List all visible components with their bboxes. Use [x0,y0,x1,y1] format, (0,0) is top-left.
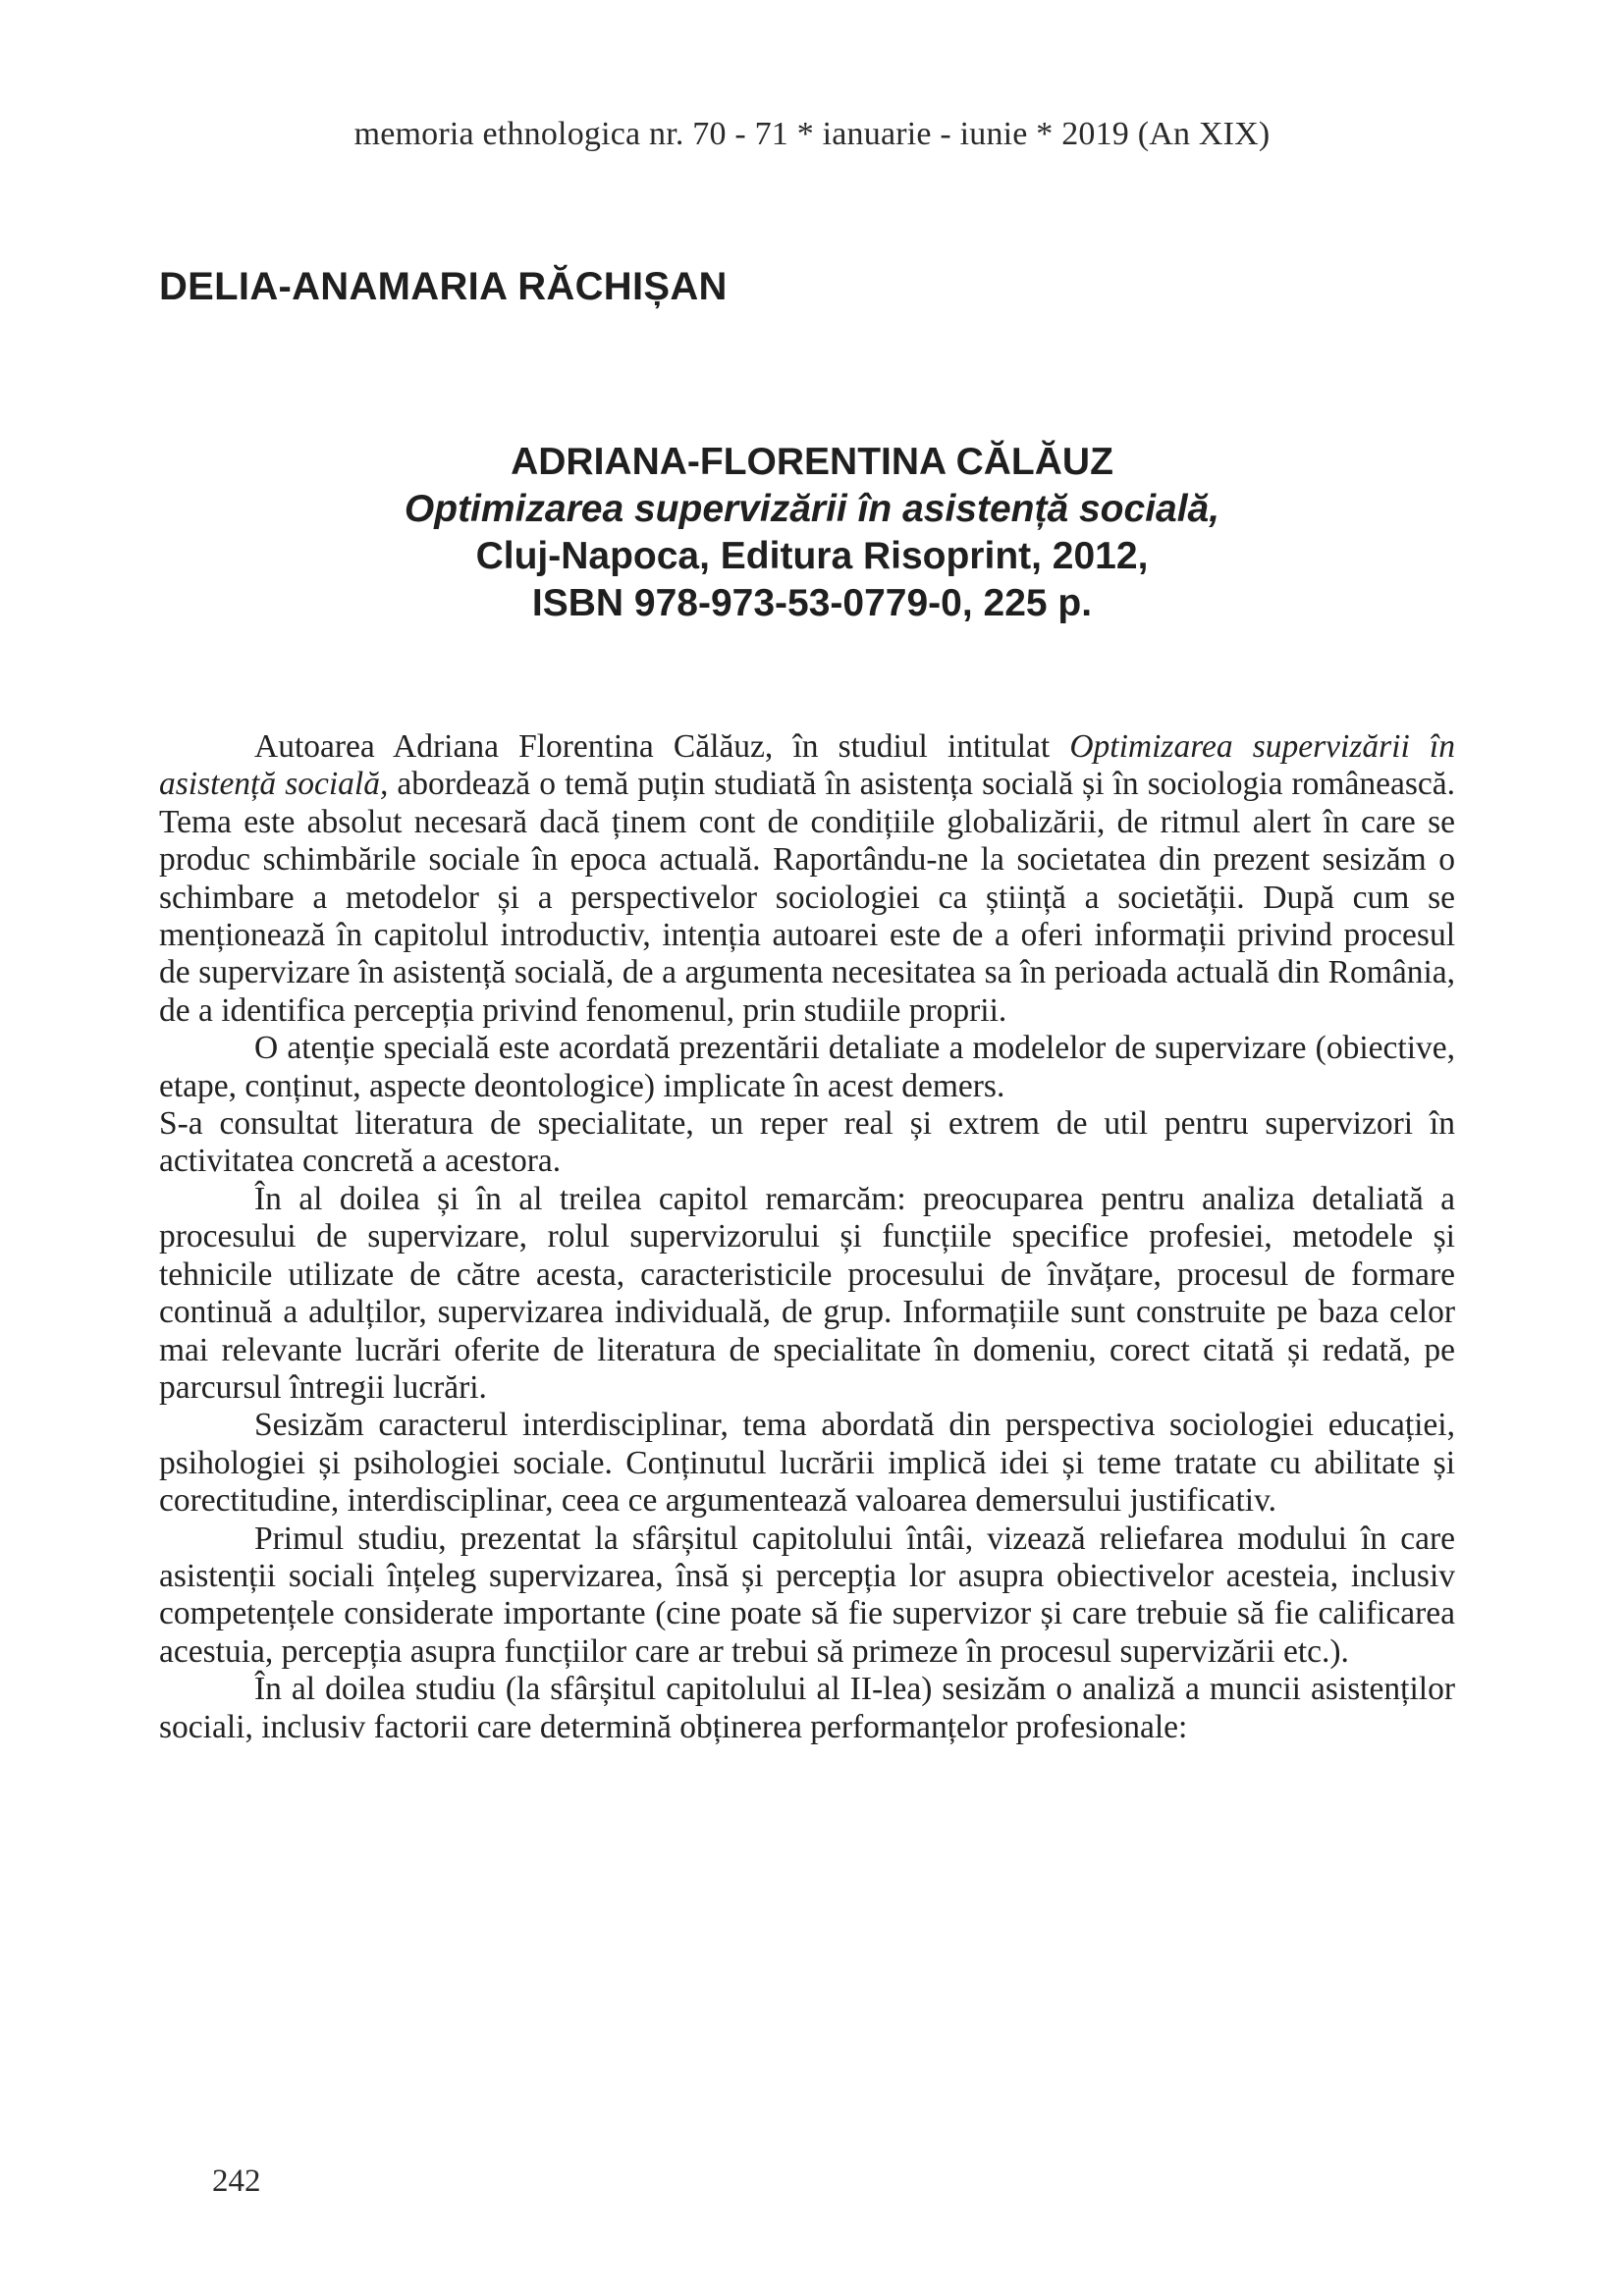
paragraph-2: O atenție specială este acordată prezentării detaliate a modelelor de supervizare (obiective, etape, conținut, aspecte deontologice) implicate în acest demers. [159,1030,1455,1104]
paragraph-1-intro: Autoarea Adriana Florentina Călăuz, în studiul intitulat [254,728,1070,765]
review-body [159,728,1455,1746]
paragraph-7: În al doilea studiu (la sfârșitul capitolului al II-lea) sesizăm o analiză a muncii asistenților sociali, inclusiv factorii care determină obținerea performanțelor profesionale: [159,1671,1455,1745]
paragraph-1 [159,728,1455,1030]
paragraph-6: Primul studiu, prezentat la sfârșitul capitolului întâi, vizează reliefarea modului în care asistenții sociali înțeleg supervizarea, însă și percepția lor asupra obiectivelor acesteia, inclusiv competențele considerate importante (cine poate să fie supervizor și care trebuie să fie calificarea acestuia, percepția asupra funcțiilor care ar trebui să primeze în procesul supervizării etc.). [159,1520,1455,1670]
book-reference [0,439,1624,627]
page-number: 242 [212,2163,261,2199]
book-author: ADRIANA-FLORENTINA CĂLĂUZ [511,441,1113,483]
book-isbn: ISBN 978-973-53-0779-0, 225 p. [531,582,1093,624]
reviewer-name: DELIA-ANAMARIA RĂCHIȘAN [159,265,728,308]
paragraph-1-book-title: Optimizarea supervizării în asistență socială, [159,728,1455,803]
paragraph-3: S-a consultat literatura de specialitate, un reper real și extrem de util pentru supervizori în activitatea concretă a acestora. [159,1105,1455,1180]
running-header: memoria ethnologica nr. 70 - 71 * ianuarie - iunie * 2019 (An XIX) [353,116,1271,152]
paragraph-1-rest: abordează o temă puțin studiată în asistența socială și în sociologia românească. Tema este absolut necesară dacă ținem cont de condițiile globalizării, de ritmul alert în care se produc schimbările sociale în epoca actuală. Raportându-ne la societatea din prezent sesizăm o schimbare a metodelor și a perspectivelor sociologiei ca știință a societății. După cum se menționează în capitolul introductiv, intenția autoarei este de a oferi informații privind procesul de supervizare în asistență socială, de a argumenta necesitatea sa în perioada actuală din România, de a identifica percepția privind fenomenul, prin studiile proprii. [159,766,1455,1029]
book-publisher: Cluj-Napoca, Editura Risoprint, 2012, [475,535,1149,577]
paragraph-4: În al doilea și în al treilea capitol remarcăm: preocuparea pentru analiza detaliată a procesului de supervizare, rolul supervizorului și funcțiile specifice profesiei, metodele și tehnicile utilizate de către acesta, caracteristicile procesului de învățare, procesul de formare continuă a adulților, supervizarea individuală, de grup. Informațiile sunt construite pe baza celor mai relevante lucrări oferite de literatura de specialitate în domeniu, corect citată și redată, pe parcursul întregii lucrări. [159,1180,1455,1406]
book-title: Optimizarea supervizării în asistență socială, [404,488,1220,530]
paragraph-5: Sesizăm caracterul interdisciplinar, tema abordată din perspectiva sociologiei educației, psihologiei și psihologiei sociale. Conținutul lucrării implică idei și teme tratate cu abilitate și corectitudine, interdisciplinar, ceea ce argumentează valoarea demersului justificativ. [159,1407,1455,1520]
